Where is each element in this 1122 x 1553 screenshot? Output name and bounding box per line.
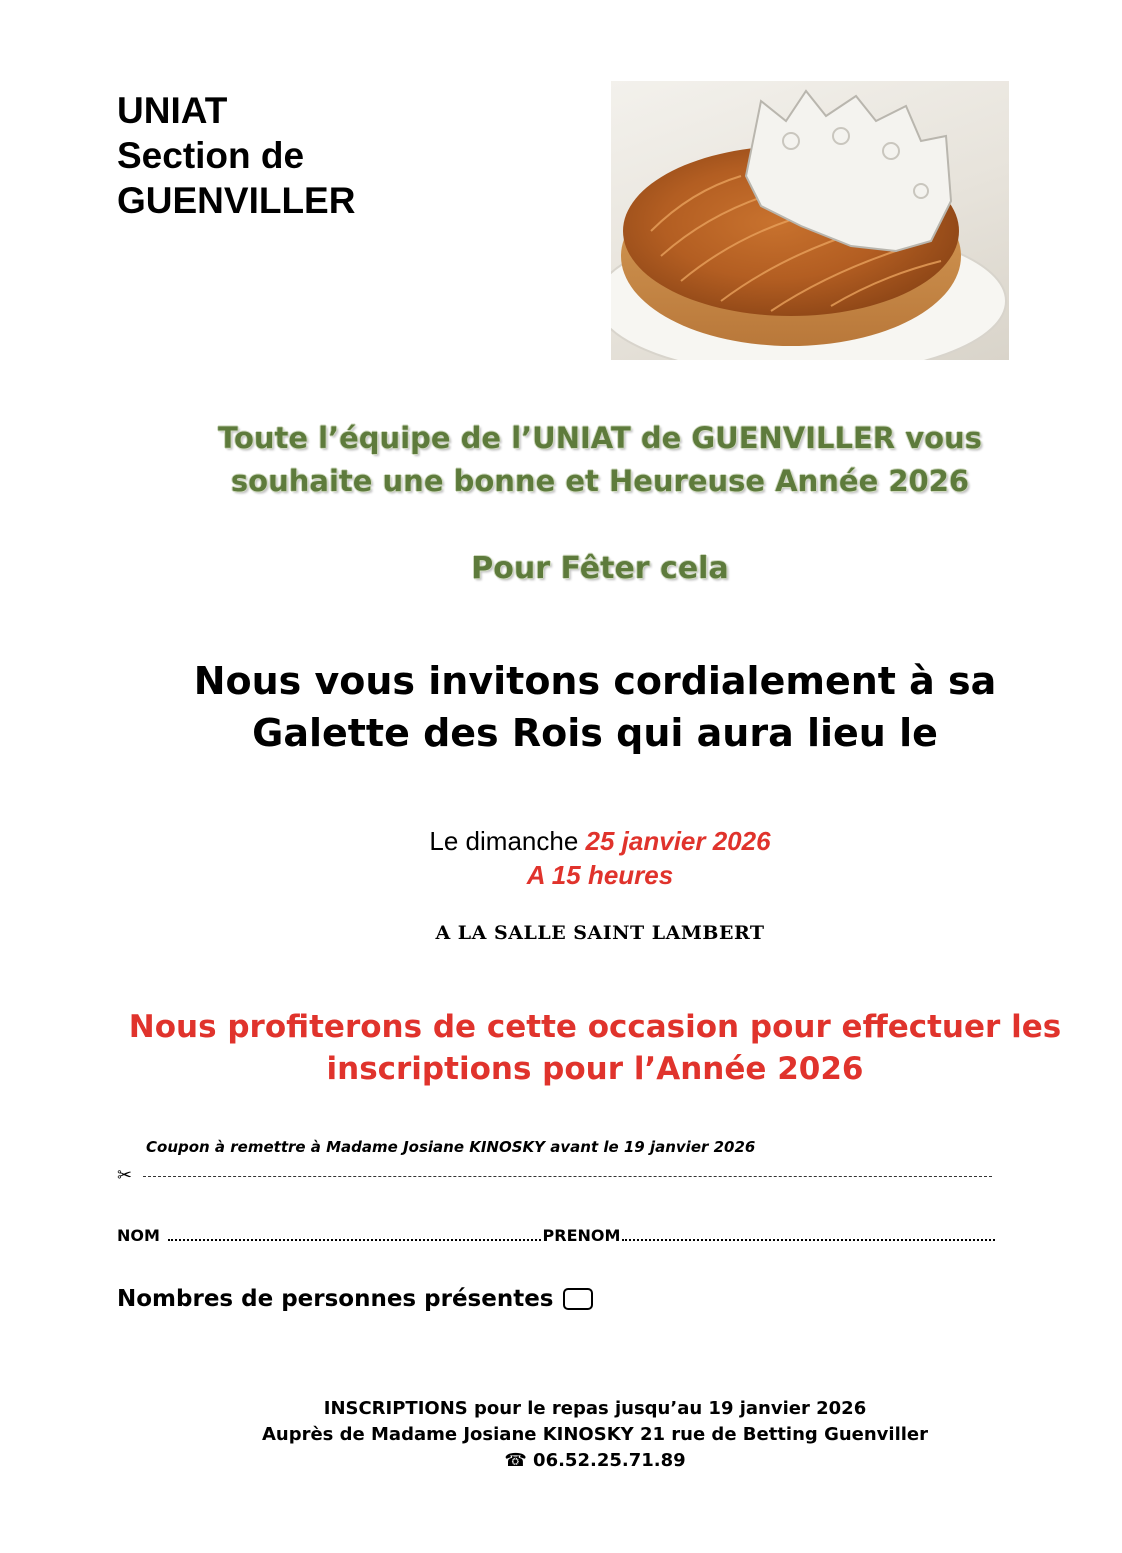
greeting xyxy=(100,417,1100,503)
org-header xyxy=(117,88,355,223)
event-date-block xyxy=(300,824,900,892)
invitation-line-2: Galette des Rois qui aura lieu le xyxy=(252,711,938,755)
org-section: Section de xyxy=(117,135,305,176)
notice-line-2: inscriptions pour l’Année 2026 xyxy=(326,1051,864,1087)
persons-count xyxy=(117,1286,593,1312)
coupon-note: Coupon à remettre à Madame Josiane KINOSKY avant le 19 janvier 2026 xyxy=(146,1138,756,1156)
org-town: GUENVILLER xyxy=(117,180,356,221)
event-venue: A LA SALLE SAINT LAMBERT xyxy=(435,922,765,944)
invitation-heading xyxy=(100,655,1090,759)
dashed-divider xyxy=(143,1176,992,1177)
org-name: UNIAT xyxy=(117,90,228,131)
footer-line-1: INSCRIPTIONS pour le repas jusqu’au 19 janvier 2026 xyxy=(323,1398,867,1419)
event-time: A 15 heures xyxy=(526,860,674,890)
event-day-label: Le dimanche xyxy=(429,826,579,856)
invitation-line-1: Nous vous invitons cordialement à sa xyxy=(193,659,997,703)
telephone-icon: ☎ xyxy=(504,1450,527,1471)
event-date: 25 janvier 2026 xyxy=(585,826,771,856)
nom-label: NOM xyxy=(117,1226,160,1245)
footer-phone-row xyxy=(150,1448,1040,1474)
greeting-line-2: souhaite une bonne et Heureuse Année 2026 xyxy=(230,464,970,498)
prenom-label: PRENOM xyxy=(542,1226,621,1245)
persons-checkbox[interactable] xyxy=(563,1288,593,1310)
footer-phone: 06.52.25.71.89 xyxy=(533,1450,686,1471)
greeting-celebrate: Pour Fêter cela xyxy=(471,551,729,586)
galette-photo xyxy=(611,81,1009,360)
registration-notice xyxy=(100,1006,1090,1090)
footer-line-2: Auprès de Madame Josiane KINOSKY 21 rue de Betting Guenviller xyxy=(261,1424,929,1445)
name-fields xyxy=(117,1226,997,1245)
persons-label: Nombres de personnes présentes xyxy=(117,1286,554,1312)
footer-contact xyxy=(150,1396,1040,1474)
prenom-field[interactable] xyxy=(622,1227,995,1241)
cut-line xyxy=(117,1164,992,1186)
notice-line-1: Nous profiterons de cette occasion pour effectuer les xyxy=(128,1009,1062,1045)
scissors-icon: ✂ xyxy=(117,1164,133,1185)
nom-field[interactable] xyxy=(168,1227,541,1241)
greeting-line-1: Toute l’équipe de l’UNIAT de GUENVILLER vous xyxy=(218,421,982,455)
